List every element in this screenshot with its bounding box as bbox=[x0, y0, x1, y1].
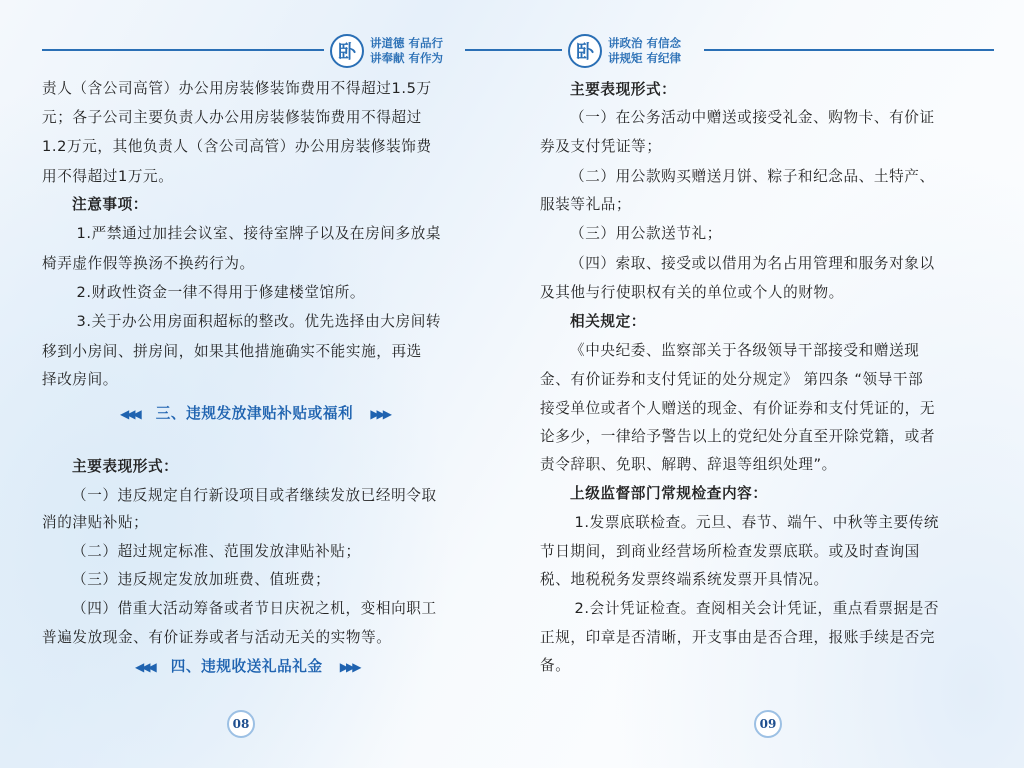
text-line: 论多少，一律给予警告以上的党纪处分直至开除党籍，或者 bbox=[540, 428, 936, 445]
motto-line: 讲政治 有信念 bbox=[608, 36, 682, 50]
section-heading-4 bbox=[135, 655, 358, 676]
right-page bbox=[512, 0, 1024, 768]
text-line: （三）用公款送节礼； bbox=[570, 225, 722, 242]
header-badge bbox=[568, 34, 681, 68]
text-line: 1.严禁通过加挂会议室、接待室牌子以及在房间多放桌 bbox=[76, 225, 442, 242]
text-line: 正规，印章是否清晰，开支事由是否合理，报账手续是否完 bbox=[540, 629, 936, 646]
motto bbox=[608, 36, 681, 66]
header-rule bbox=[42, 49, 324, 51]
motto-line: 讲规矩 有纪律 bbox=[608, 51, 682, 65]
text-line: 《中央纪委、监察部关于各级领导干部接受和赠送现 bbox=[570, 342, 920, 359]
text-line: 择改房间。 bbox=[42, 371, 118, 388]
text-line: 服装等礼品； bbox=[540, 196, 632, 213]
page-number: 08 bbox=[227, 710, 255, 738]
text-line: 金、有价证券和支付凭证的处分规定》 第四条 “领导干部 bbox=[540, 371, 924, 388]
text-line: （四）借重大活动筹备或者节日庆祝之机，变相向职工 bbox=[72, 600, 437, 617]
subheading: 注意事项： bbox=[72, 196, 148, 213]
text-line: 责令辞职、免职、解聘、辞退等组织处理”。 bbox=[540, 456, 837, 473]
text-line: （三）违反规定发放加班费、值班费； bbox=[72, 571, 331, 588]
text-line: 备。 bbox=[540, 657, 571, 674]
double-chevron-left-icon: ◀◀◀ bbox=[135, 660, 154, 674]
text-line: 椅弄虚作假等换汤不换药行为。 bbox=[42, 255, 255, 272]
emblem-logo-icon: 卧 bbox=[330, 34, 364, 68]
section-title: 四、违规收送礼品礼金 bbox=[170, 658, 323, 675]
page-number: 09 bbox=[754, 710, 782, 738]
motto bbox=[370, 36, 443, 66]
section-heading-3 bbox=[120, 402, 389, 423]
text-line: 用不得超过1万元。 bbox=[42, 168, 174, 185]
text-line: 责人（含公司高管）办公用房装修装饰费用不得超过1.5万 bbox=[42, 80, 432, 97]
text-line: 移到小房间、拼房间，如果其他措施确实不能实施，再选 bbox=[42, 343, 422, 360]
text-line: 元；各子公司主要负责人办公用房装修装饰费用不得超过 bbox=[42, 109, 422, 126]
text-line: 3.关于办公用房面积超标的整改。优先选择由大房间转 bbox=[76, 313, 442, 330]
section-title: 三、违规发放津贴补贴或福利 bbox=[155, 405, 354, 422]
header-rule bbox=[704, 49, 994, 51]
text-line: （一）违反规定自行新设项目或者继续发放已经明令取 bbox=[72, 487, 437, 504]
emblem-logo-icon: 卧 bbox=[568, 34, 602, 68]
text-line: 及其他与行使职权有关的单位或个人的财物。 bbox=[540, 284, 844, 301]
text-line: 接受单位或者个人赠送的现金、有价证券和支付凭证的，无 bbox=[540, 400, 936, 417]
text-line: 1.发票底联检查。元旦、春节、端午、中秋等主要传统 bbox=[574, 514, 940, 531]
text-line: 2.会计凭证检查。查阅相关会计凭证，重点看票据是否 bbox=[574, 600, 940, 617]
text-line: 税、地税税务发票终端系统发票开具情况。 bbox=[540, 571, 829, 588]
double-chevron-right-icon: ▶▶▶ bbox=[370, 407, 389, 421]
subheading: 主要表现形式： bbox=[570, 81, 677, 98]
text-line: （一）在公务活动中赠送或接受礼金、购物卡、有价证 bbox=[570, 109, 935, 126]
double-chevron-right-icon: ▶▶▶ bbox=[339, 660, 359, 674]
text-line: 消的津贴补贴； bbox=[42, 514, 149, 531]
text-line: （四）索取、接受或以借用为名占用管理和服务对象以 bbox=[570, 255, 935, 272]
text-line: 节日期间，到商业经营场所检查发票底联。或及时查询国 bbox=[540, 543, 920, 560]
text-line: 券及支付凭证等； bbox=[540, 138, 662, 155]
text-line: 1.2万元，其他负责人（含公司高管）办公用房装修装饰费 bbox=[42, 138, 432, 155]
motto-line: 讲道德 有品行 bbox=[370, 36, 444, 50]
double-chevron-left-icon: ◀◀◀ bbox=[120, 407, 139, 421]
text-line: （二）超过规定标准、范围发放津贴补贴； bbox=[72, 543, 361, 560]
subheading: 主要表现形式： bbox=[72, 458, 179, 475]
header-rule bbox=[465, 49, 512, 51]
header-rule bbox=[512, 49, 562, 51]
text-line: 普遍发放现金、有价证券或者与活动无关的实物等。 bbox=[42, 629, 392, 646]
subheading: 相关规定： bbox=[570, 313, 646, 330]
header-badge bbox=[330, 34, 443, 68]
text-line: 2.财政性资金一律不得用于修建楼堂馆所。 bbox=[76, 284, 366, 301]
text-line: （二）用公款购买赠送月饼、粽子和纪念品、土特产、 bbox=[570, 168, 935, 185]
subheading: 上级监督部门常规检查内容： bbox=[570, 485, 768, 502]
motto-line: 讲奉献 有作为 bbox=[370, 51, 444, 65]
